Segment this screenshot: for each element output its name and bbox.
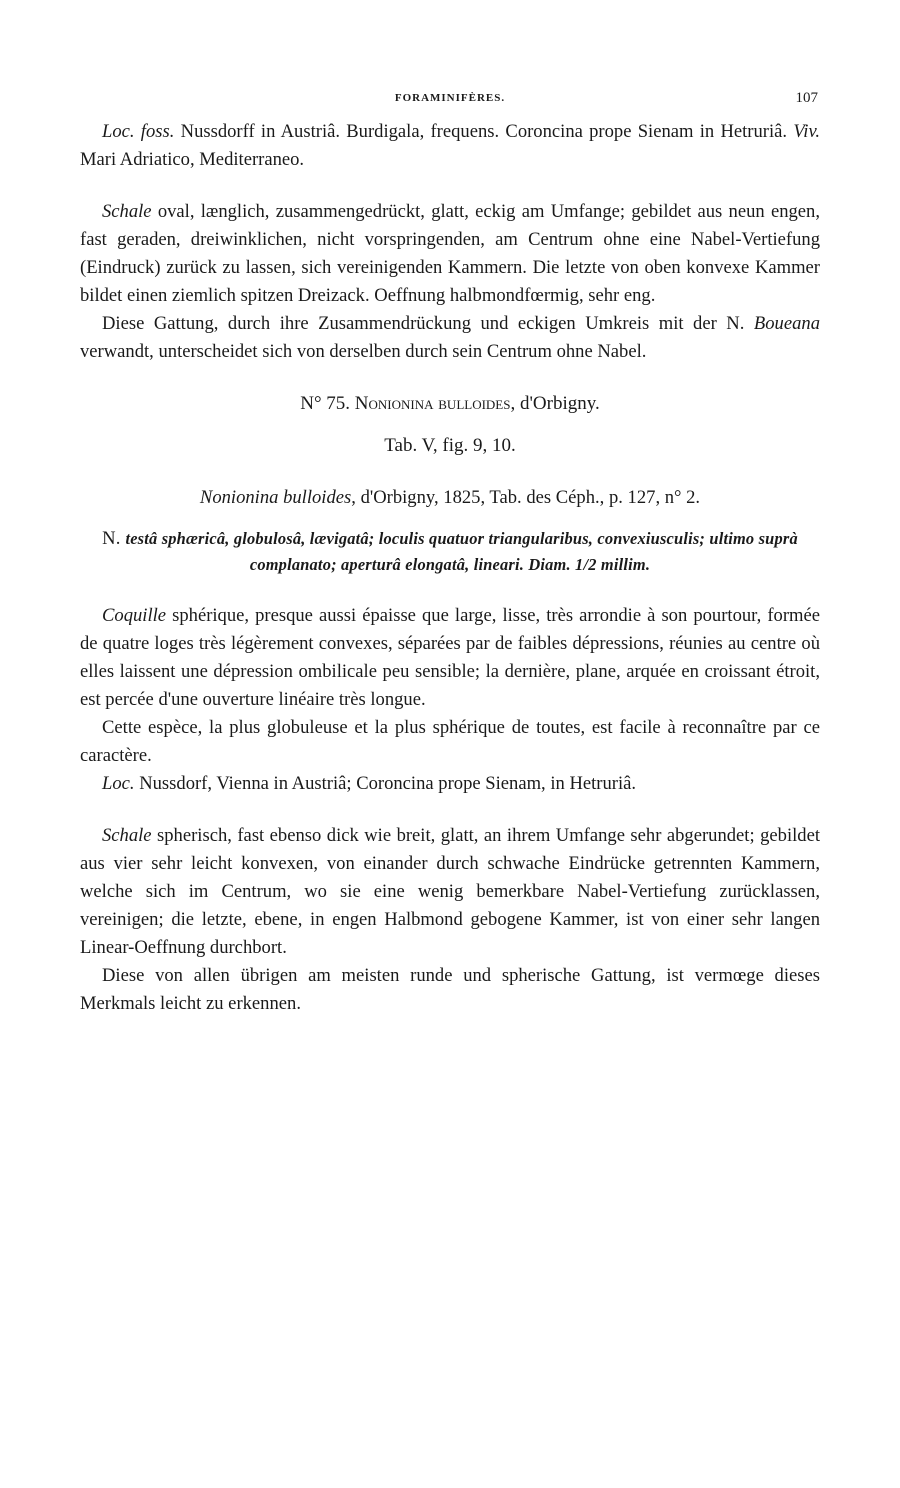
paragraph-loc-foss	[80, 118, 820, 174]
paragraph-gattung-2: Diese von allen übrigen am meisten runde und spherische Gattung, ist vermœge dieses Merkmals leicht zu erkennen.	[80, 965, 820, 1014]
species-author: , d'Orbigny.	[510, 393, 600, 414]
paragraph-schale-2	[80, 822, 820, 962]
loc-label: Loc.	[102, 773, 135, 794]
running-head: FORAMINIFÈRES.	[394, 92, 506, 104]
page-header	[80, 92, 820, 110]
boueana-name: Boueana	[753, 313, 820, 334]
species-heading	[80, 390, 820, 418]
schale-label-1: Schale	[102, 201, 152, 222]
paragraph-schale-1	[80, 198, 820, 310]
schale-text-2: spherisch, fast ebenso dick wie breit, glatt, an ihrem Umfange sehr abgerundet; gebildet aus vier sehr leicht konvexen, von einander durch schwache Eindrücke getrennten Kammern, welche sich im Centrum, wo sie eine wenig bemerkbare Nabel-Vertiefung zurücklassen, vereinigen; die letzte, ebene, in engen Halbmond gebogene Kammer, ist von einer sehr langen Linear-Oeffnung durchbort.	[80, 825, 820, 958]
coquille-label: Coquille	[102, 605, 167, 626]
paragraph-loc	[80, 770, 820, 798]
loc-foss-text: Nussdorff in Austriâ. Burdigala, frequens. Coroncina prope Sienam in Hetruriâ.	[174, 121, 794, 142]
species-name: Nonionina bulloides	[354, 393, 511, 414]
loc-text: Nussdorf, Vienna in Austriâ; Coroncina prope Sienam, in Hetruriâ.	[134, 773, 637, 794]
synonymy-line	[80, 484, 820, 512]
synonymy-text: , d'Orbigny, 1825, Tab. des Céph., p. 127, n° 2.	[351, 487, 701, 508]
synonymy-name: Nonionina bulloides	[199, 487, 352, 508]
viv-text: Mari Adriatico, Mediterraneo.	[80, 149, 305, 170]
diagnosis-diam: Diam. 1/2 millim.	[528, 555, 651, 574]
species-number: N° 75.	[300, 393, 355, 414]
schale-text-1: oval, længlich, zusammengedrückt, glatt, eckig am Umfange; gebildet aus neun engen, fast geraden, dreiwinklichen, nicht vorspringenden, am Centrum ohne eine Nabel-Vertiefung (Eindruck) zurück zu lassen, sich vereinigenden Kammern. Die letzte von oben konvexe Kammer bildet einen ziemlich spitzen Dreizack. Oeffnung halbmondfœrmig, sehr eng.	[80, 201, 820, 306]
gattung-text-1b: verwandt, unterscheidet sich von derselben durch sein Centrum ohne Nabel.	[80, 341, 647, 362]
page-body	[80, 118, 820, 1018]
coquille-text: sphérique, presque aussi épaisse que large, lisse, très arrondie à son pourtour, formée de quatre loges très légèrement convexes, séparées par de faibles dépressions, réunies au centre où elles laissent une dépression ombilicale peu sensible; la dernière, plane, arquée en croissant étroit, est percée d'une ouverture linéaire très longue.	[80, 605, 820, 710]
paragraph-coquille	[80, 602, 820, 714]
plate-reference: Tab. V, fig. 9, 10.	[384, 435, 516, 456]
gattung-text-1a: Diese Gattung, durch ihre Zusammendrückung und eckigen Umkreis mit der N.	[102, 313, 754, 334]
loc-foss-label: Loc. foss.	[102, 121, 175, 142]
paragraph-gattung-1	[80, 310, 820, 366]
latin-diagnosis	[80, 526, 820, 578]
paragraph-espece: Cette espèce, la plus globuleuse et la plus sphérique de toutes, est facile à reconnaître par ce caractère.	[80, 717, 820, 766]
viv-label: Viv.	[793, 121, 820, 142]
schale-label-2: Schale	[102, 825, 152, 846]
diagnosis-lead: N.	[102, 528, 126, 549]
page-number: 107	[795, 90, 818, 106]
diagnosis-text: testâ sphæricâ, globulosâ, lævigatâ; loculis quatuor triangularibus, convexiusculis; ultimo suprà complanato; aperturâ elongatâ, lineari.	[125, 529, 798, 574]
